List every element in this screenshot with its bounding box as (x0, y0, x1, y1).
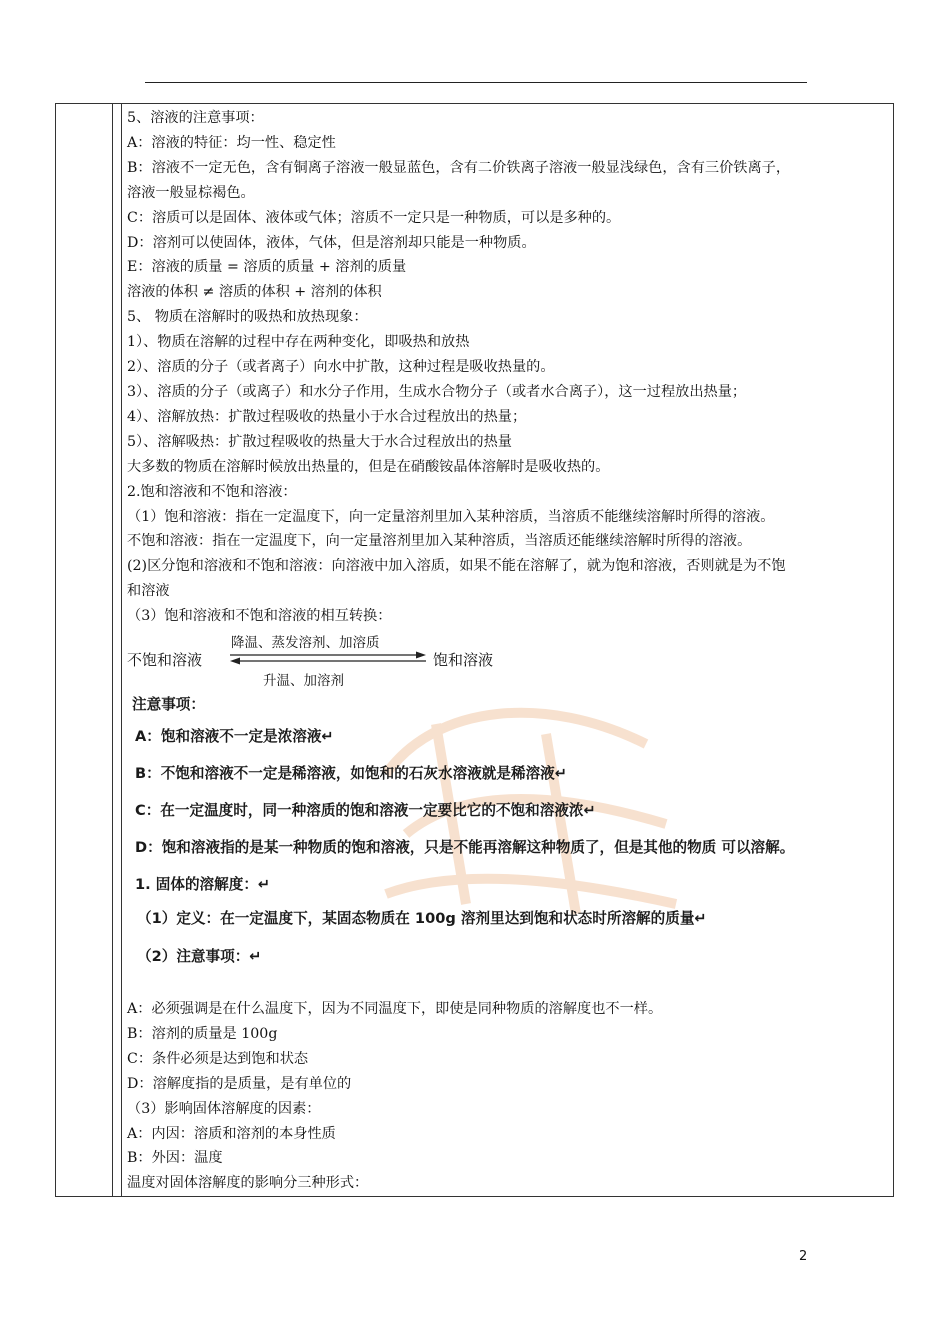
text-line: （3）影响固体溶解度的因素： (127, 1100, 321, 1117)
text-line: 1）、物质在溶解的过程中存在两种变化，即吸热和放热 (127, 334, 470, 351)
notes-item: C：在一定温度时，同一种溶质的饱和溶液一定要比它的不饱和溶液浓↵ (135, 802, 596, 820)
text-line: （3）饱和溶液和不饱和溶液的相互转换： (127, 608, 392, 625)
page-number: 2 (799, 1249, 808, 1264)
text-block-upper (127, 106, 893, 629)
text-line: 5）、溶解吸热：扩散过程吸收的热量大于水合过程放出的热量 (127, 433, 512, 450)
text-line: 5、溶液的注意事项： (127, 110, 264, 126)
text-line: 4）、溶解放热：扩散过程吸收的热量小于水合过程放出的热量； (127, 408, 527, 425)
solubility-heading: 1. 固体的溶解度：↵ (135, 876, 271, 894)
header-rule (145, 82, 807, 83)
text-line: 溶液的体积 ≠ 溶质的体积 + 溶剂的体积 (127, 284, 382, 301)
text-line: A：溶液的特征：均一性、稳定性 (127, 134, 336, 151)
text-line: (2)区分饱和溶液和不饱和溶液：向溶液中加入溶质，如果不能在溶解了，就为饱和溶液，否则就是为不饱 (127, 558, 786, 575)
double-arrow-icon (228, 651, 428, 665)
text-line: 3）、溶质的分子（或离子）和水分子作用，生成水合物分子（或者水合离子），这一过程放出热量； (127, 383, 747, 400)
solubility-definition: （1）定义：在一定温度下，某固态物质在 100g 溶剂里达到饱和状态时所溶解的质量↵ (137, 910, 707, 928)
notes-item: B：不饱和溶液不一定是稀溶液，如饱和的石灰水溶液就是稀溶液↵ (135, 765, 567, 783)
text-line: 溶液一般显棕褐色。 (127, 184, 255, 201)
text-line: E：溶液的质量 = 溶质的质量 + 溶剂的质量 (127, 259, 407, 276)
text-block-lower (127, 997, 893, 1196)
diagram-saturated-label: 饱和溶液 (433, 651, 494, 670)
text-line: D：溶剂可以使固体，液体，气体，但是溶剂却只能是一种物质。 (127, 234, 536, 251)
text-line: B：外因：温度 (127, 1150, 223, 1167)
table-column-divider (121, 104, 122, 1196)
diagram-bottom-condition: 升温、加溶剂 (263, 673, 344, 690)
text-line: 2）、溶质的分子（或者离子）向水中扩散，这种过程是吸收热量的。 (127, 359, 555, 376)
notes-title: 注意事项： (132, 696, 205, 714)
text-line: D：溶解度指的是质量，是有单位的 (127, 1075, 352, 1092)
text-line: C：条件必须是达到饱和状态 (127, 1050, 309, 1067)
notes-item: A：饱和溶液不一定是浓溶液↵ (135, 728, 334, 746)
text-line: 温度对固体溶解度的影响分三种形式： (127, 1175, 369, 1192)
page-content (127, 106, 893, 1196)
text-line: C：溶质可以是固体、液体或气体；溶质不一定只是一种物质，可以是多种的。 (127, 209, 621, 226)
table-column-divider (112, 104, 113, 1196)
text-line: B：溶液不一定无色，含有铜离子溶液一般显蓝色，含有二价铁离子溶液一般显浅绿色，含有三价铁离子， (127, 159, 791, 176)
text-line: 5、 物质在溶解时的吸热和放热现象： (127, 309, 368, 326)
text-line: 不饱和溶液：指在一定温度下，向一定量溶剂里加入某种溶质，当溶质还能继续溶解时所得的溶液。 (127, 533, 752, 550)
content-table (55, 103, 894, 1197)
solubility-notes-title: （2）注意事项：↵ (137, 948, 262, 966)
text-line: 2.饱和溶液和不饱和溶液： (127, 483, 297, 500)
text-line: B：溶剂的质量是 100g (127, 1025, 278, 1042)
conversion-diagram (127, 631, 893, 690)
text-line: 大多数的物质在溶解时候放出热量的，但是在硝酸铵晶体溶解时是吸收热的。 (127, 458, 610, 475)
text-line: （1）饱和溶液：指在一定温度下，向一定量溶剂里加入某种溶质，当溶质不能继续溶解时所得的溶液。 (127, 508, 775, 525)
notes-item: D：饱和溶液指的是某一种物质的饱和溶液，只是不能再溶解这种物质了，但是其他的物质 可以溶解。 (135, 839, 795, 857)
text-line: A：内因：溶质和溶剂的本身性质 (127, 1125, 336, 1142)
scanned-notes (127, 693, 893, 985)
diagram-top-condition: 降温、蒸发溶剂、加溶质 (231, 635, 380, 652)
text-line: A：必须强调是在什么温度下，因为不同温度下，即使是同种物质的溶解度也不一样。 (127, 1001, 663, 1018)
diagram-unsaturated-label: 不饱和溶液 (127, 651, 203, 670)
text-line: 和溶液 (127, 583, 170, 600)
